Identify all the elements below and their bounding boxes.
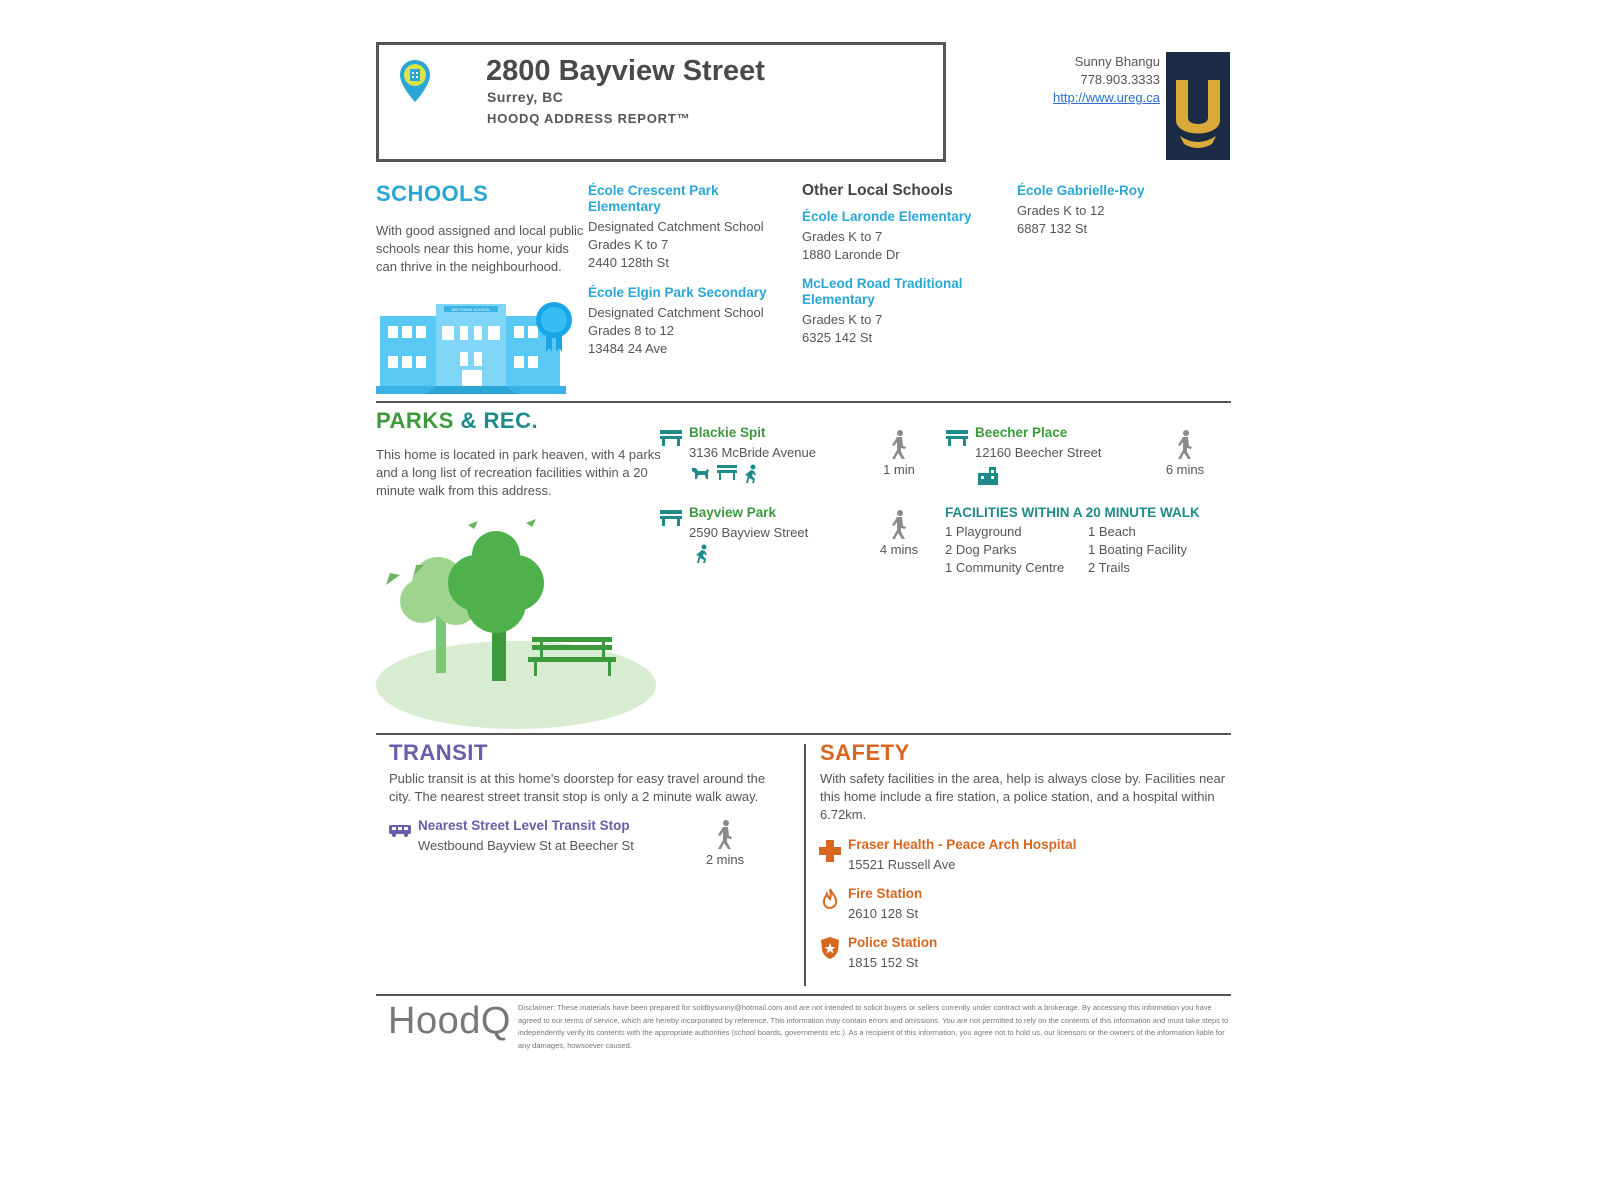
parks-heading [376,408,538,434]
park-address: 12160 Beecher Street [975,445,1102,460]
school-grades: Grades K to 7 [802,229,883,244]
school-name[interactable]: McLeod Road Traditional Elementary [802,276,963,307]
other-school-2 [802,276,982,347]
school-address: 6325 142 St [802,330,873,345]
facilities-heading: FACILITIES WITHIN A 20 MINUTE WALK [945,505,1200,520]
schools-description: With good assigned and local public schools near this home, your kids can thrive in the neighbourhood. [376,223,584,274]
facility-item: 1 Playground [945,524,1022,539]
school-address: 1880 Laronde Dr [802,247,900,262]
park-illustration [376,515,661,730]
safety-item-address: 2610 128 St [848,906,919,921]
park-amenity-icons [690,464,758,484]
facility-item: 1 Beach [1088,524,1136,539]
agent-phone: 778.903.3333 [1080,72,1160,87]
school-address: 2440 128th St [588,255,669,270]
bench-icon [659,428,683,446]
agent-name: Sunny Bhangu [1074,54,1160,69]
walk-time-label: 1 min [883,462,915,477]
walk-time-label: 2 mins [705,852,745,867]
facility-item: 2 Trails [1088,560,1130,575]
address-city: Surrey, BC [487,89,564,105]
report-name: HOODQ ADDRESS REPORT™ [487,111,691,126]
safety-item-fire-station [848,886,922,923]
other-school-1 [802,209,1002,264]
schools-heading: SCHOOLS [376,181,489,206]
safety-description: With safety facilities in the area, help is always close by. Facilities near this home include a fire station, a police station, and a hospital within 6.72km. [820,771,1226,822]
walk-time-label: 6 mins [1165,462,1205,477]
agent-website-link[interactable]: http://www.ureg.ca [1053,90,1160,105]
runner-icon [695,544,709,564]
parks-description: This home is located in park heaven, with 4 parks and a long list of recreation facilities within a 20 minute walk from this address. [376,447,661,498]
parks-heading-a: PARKS [376,408,454,433]
walking-person-icon [1175,430,1195,460]
facilities-list-col1 [945,523,1064,577]
other-schools-heading: Other Local Schools [802,182,953,199]
park-item-blackie-spit [689,425,816,462]
assigned-school-1 [588,183,788,272]
walking-person-icon [889,430,909,460]
section-divider [376,733,1231,735]
bus-icon [388,824,412,838]
walk-time-label: 4 mins [879,542,919,557]
school-grades: Grades K to 7 [588,237,669,252]
walk-time-beecher-place [1155,430,1215,477]
school-address: 13484 24 Ave [588,341,668,356]
u-handshake-logo-icon [1166,52,1230,160]
address-title: 2800 Bayview Street [486,55,765,87]
safety-item-address: 15521 Russell Ave [848,857,956,872]
facility-item: 1 Community Centre [945,560,1065,575]
hoodq-logo: HoodQ [388,1000,511,1042]
facilities-list-col2 [1088,523,1187,577]
flame-icon [822,888,838,912]
walk-time-bayview-park [869,510,929,557]
facility-item: 1 Boating Facility [1088,542,1187,557]
location-pin-icon [398,58,432,104]
police-badge-icon [820,936,840,960]
dog-icon [690,464,710,480]
bench-icon [659,508,683,526]
school-type: Designated Catchment School [588,305,764,320]
bench-icon [716,464,738,480]
safety-item-name[interactable]: Fire Station [848,886,923,901]
hospital-cross-icon [819,840,841,862]
brokerage-logo [1166,52,1230,160]
school-address: 6887 132 St [1017,221,1088,236]
park-item-bayview-park [689,505,808,542]
parks-heading-b: & REC. [453,408,539,433]
school-type: Designated Catchment School [588,219,764,234]
runner-icon [744,464,758,484]
walking-person-icon [715,820,735,850]
safety-item-name[interactable]: Police Station [848,935,938,950]
safety-item-address: 1815 152 St [848,955,919,970]
community-centre-icon [977,465,999,485]
park-address: 3136 McBride Avenue [689,445,816,460]
park-item-beecher-place [975,425,1101,462]
school-grades: Grades 8 to 12 [588,323,674,338]
safety-item-name[interactable]: Fraser Health - Peace Arch Hospital [848,837,1077,852]
school-name[interactable]: École Crescent Park Elementary [588,183,719,214]
transit-description: Public transit is at this home's doorstep for easy travel around the city. The nearest street transit stop is only a 2 minute walk away. [389,771,766,804]
vertical-divider [804,744,806,986]
park-name[interactable]: Blackie Spit [689,425,766,440]
safety-item-hospital [848,837,1076,874]
other-school-3 [1017,183,1217,238]
section-divider [376,994,1231,996]
school-name[interactable]: École Laronde Elementary [802,209,972,224]
school-building-illustration [376,296,586,396]
safety-item-police-station [848,935,937,972]
safety-heading: SAFETY [820,740,910,765]
transit-stop-address: Westbound Bayview St at Beecher St [418,838,634,853]
assigned-school-2 [588,285,788,358]
transit-stop-title[interactable]: Nearest Street Level Transit Stop [418,818,630,833]
park-name[interactable]: Beecher Place [975,425,1068,440]
school-grades: Grades K to 7 [802,312,883,327]
school-grades: Grades K to 12 [1017,203,1105,218]
facility-item: 2 Dog Parks [945,542,1017,557]
park-address: 2590 Bayview Street [689,525,809,540]
school-name[interactable]: École Elgin Park Secondary [588,285,767,300]
transit-heading: TRANSIT [389,740,488,765]
disclaimer-text: Disclaimer: These materials have been prepared for soldbysunny@hotmail.com and are not intended to solicit buyers or sellers currently under contract with a brokerage. By accessing this information you have agreed to our terms of service, which are hereby incorporated by reference. This information may contain errors and omissions. You are not permitted to rely on the contents of this information and must take steps to independently verify its contents with the appropriate authorities (school boards, governments etc.). As a recipient of this information, you agree not to hold us, our licensors or the owners of the information liable for any damages, howsoever caused. [518,1003,1229,1050]
park-name[interactable]: Bayview Park [689,505,777,520]
section-divider [376,401,1231,403]
walk-time-transit [695,820,755,867]
bench-icon [945,428,969,446]
school-name[interactable]: École Gabrielle-Roy [1017,183,1145,198]
walking-person-icon [889,510,909,540]
school-building-sign: ANYTHING SCHOOL [451,307,491,312]
walk-time-blackie-spit [869,430,929,477]
transit-stop-item [418,818,634,855]
